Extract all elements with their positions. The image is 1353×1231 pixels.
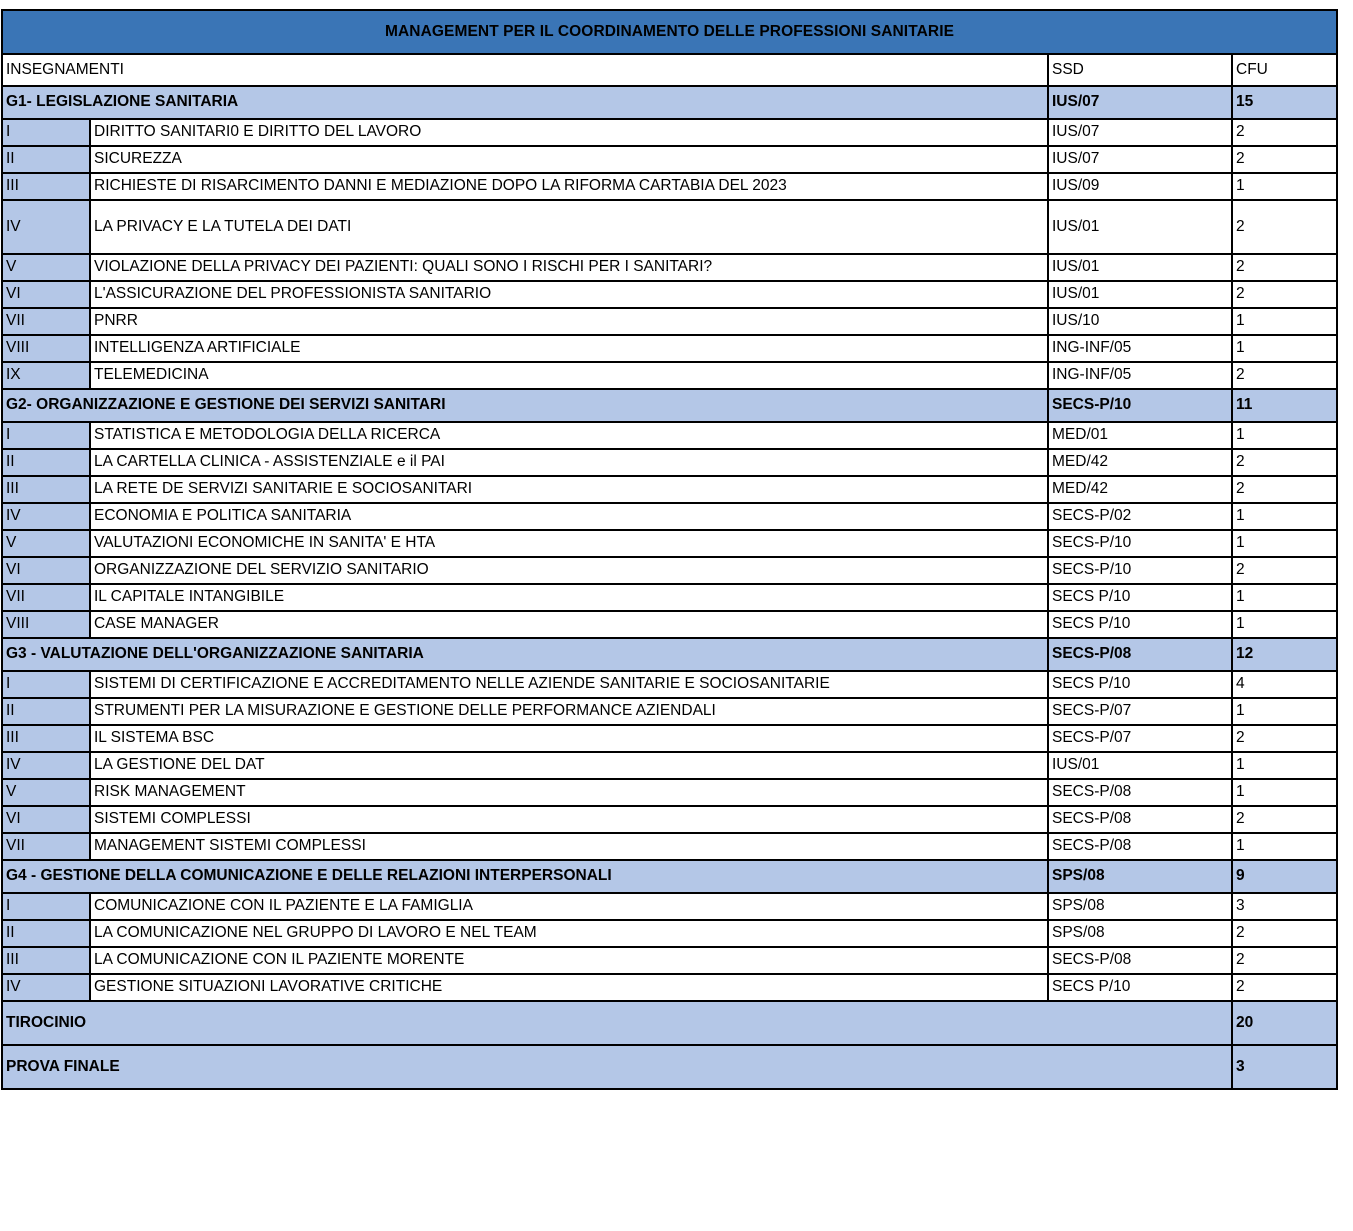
course-number: I xyxy=(2,119,90,146)
course-cfu: 1 xyxy=(1232,503,1337,530)
course-name: SISTEMI DI CERTIFICAZIONE E ACCREDITAMENTO NELLE AZIENDE SANITARIE E SOCIOSANITARIE xyxy=(90,671,1048,698)
course-name: LA PRIVACY E LA TUTELA DEI DATI xyxy=(90,200,1048,254)
course-name: L'ASSICURAZIONE DEL PROFESSIONISTA SANITARIO xyxy=(90,281,1048,308)
course-number: VIII xyxy=(2,335,90,362)
column-header-ssd: SSD xyxy=(1048,54,1232,86)
course-ssd: SECS P/10 xyxy=(1048,611,1232,638)
course-cfu: 2 xyxy=(1232,725,1337,752)
table-row[interactable] xyxy=(2,200,1337,254)
course-ssd: IUS/01 xyxy=(1048,254,1232,281)
course-name: RISK MANAGEMENT xyxy=(90,779,1048,806)
table-row[interactable] xyxy=(2,974,1337,1001)
footer-row[interactable] xyxy=(2,1001,1337,1045)
table-row[interactable] xyxy=(2,557,1337,584)
course-ssd: MED/42 xyxy=(1048,449,1232,476)
group-header-row[interactable] xyxy=(2,860,1337,893)
course-name: GESTIONE SITUAZIONI LAVORATIVE CRITICHE xyxy=(90,974,1048,1001)
course-number: III xyxy=(2,725,90,752)
table-row[interactable] xyxy=(2,476,1337,503)
course-number: VII xyxy=(2,308,90,335)
course-cfu: 1 xyxy=(1232,698,1337,725)
course-number: V xyxy=(2,254,90,281)
table-row[interactable] xyxy=(2,611,1337,638)
course-number: V xyxy=(2,779,90,806)
group-label: G3 - VALUTAZIONE DELL'ORGANIZZAZIONE SANITARIA xyxy=(2,638,1048,671)
column-header-row xyxy=(2,54,1337,86)
course-number: II xyxy=(2,449,90,476)
course-number: IV xyxy=(2,503,90,530)
course-cfu: 2 xyxy=(1232,254,1337,281)
course-name: SISTEMI COMPLESSI xyxy=(90,806,1048,833)
course-ssd: SECS-P/08 xyxy=(1048,833,1232,860)
table-row[interactable] xyxy=(2,893,1337,920)
course-ssd: SPS/08 xyxy=(1048,920,1232,947)
course-cfu: 1 xyxy=(1232,308,1337,335)
table-row[interactable] xyxy=(2,833,1337,860)
table-row[interactable] xyxy=(2,752,1337,779)
group-header-row[interactable] xyxy=(2,86,1337,119)
group-header-row[interactable] xyxy=(2,638,1337,671)
course-name: COMUNICAZIONE CON IL PAZIENTE E LA FAMIGLIA xyxy=(90,893,1048,920)
course-name: MANAGEMENT SISTEMI COMPLESSI xyxy=(90,833,1048,860)
course-ssd: ING-INF/05 xyxy=(1048,335,1232,362)
footer-cfu: 3 xyxy=(1232,1045,1337,1089)
course-name: STRUMENTI PER LA MISURAZIONE E GESTIONE DELLE PERFORMANCE AZIENDALI xyxy=(90,698,1048,725)
course-number: V xyxy=(2,530,90,557)
course-ssd: MED/01 xyxy=(1048,422,1232,449)
course-number: I xyxy=(2,671,90,698)
table-row[interactable] xyxy=(2,281,1337,308)
table-row[interactable] xyxy=(2,698,1337,725)
table-row[interactable] xyxy=(2,806,1337,833)
course-ssd: SECS-P/10 xyxy=(1048,530,1232,557)
course-cfu: 1 xyxy=(1232,173,1337,200)
course-ssd: ING-INF/05 xyxy=(1048,362,1232,389)
course-name: ECONOMIA E POLITICA SANITARIA xyxy=(90,503,1048,530)
course-name: STATISTICA E METODOLOGIA DELLA RICERCA xyxy=(90,422,1048,449)
course-number: VI xyxy=(2,281,90,308)
course-number: III xyxy=(2,476,90,503)
table-row[interactable] xyxy=(2,254,1337,281)
course-number: I xyxy=(2,422,90,449)
course-ssd: SECS-P/07 xyxy=(1048,698,1232,725)
curriculum-table xyxy=(1,9,1338,1090)
course-ssd: IUS/07 xyxy=(1048,119,1232,146)
course-ssd: MED/42 xyxy=(1048,476,1232,503)
course-ssd: SECS-P/07 xyxy=(1048,725,1232,752)
table-row[interactable] xyxy=(2,920,1337,947)
footer-label: TIROCINIO xyxy=(2,1001,1232,1045)
group-header-row[interactable] xyxy=(2,389,1337,422)
course-number: II xyxy=(2,146,90,173)
table-row[interactable] xyxy=(2,947,1337,974)
course-number: I xyxy=(2,893,90,920)
course-ssd: IUS/01 xyxy=(1048,200,1232,254)
course-number: III xyxy=(2,947,90,974)
course-ssd: SECS-P/08 xyxy=(1048,779,1232,806)
column-header-insegnamenti: INSEGNAMENTI xyxy=(2,54,1048,86)
course-cfu: 2 xyxy=(1232,200,1337,254)
table-title-row xyxy=(2,10,1337,54)
footer-cfu: 20 xyxy=(1232,1001,1337,1045)
course-cfu: 2 xyxy=(1232,557,1337,584)
course-cfu: 1 xyxy=(1232,833,1337,860)
course-name: TELEMEDICINA xyxy=(90,362,1048,389)
table-row[interactable] xyxy=(2,173,1337,200)
course-name: INTELLIGENZA ARTIFICIALE xyxy=(90,335,1048,362)
course-cfu: 2 xyxy=(1232,119,1337,146)
table-row[interactable] xyxy=(2,362,1337,389)
course-cfu: 2 xyxy=(1232,806,1337,833)
course-cfu: 1 xyxy=(1232,422,1337,449)
course-ssd: SECS P/10 xyxy=(1048,974,1232,1001)
course-cfu: 1 xyxy=(1232,752,1337,779)
course-ssd: IUS/01 xyxy=(1048,752,1232,779)
course-cfu: 2 xyxy=(1232,449,1337,476)
table-row[interactable] xyxy=(2,119,1337,146)
group-cfu: 9 xyxy=(1232,860,1337,893)
group-ssd: SECS-P/08 xyxy=(1048,638,1232,671)
group-ssd: SPS/08 xyxy=(1048,860,1232,893)
course-ssd: SECS-P/08 xyxy=(1048,806,1232,833)
group-cfu: 12 xyxy=(1232,638,1337,671)
course-number: IV xyxy=(2,200,90,254)
page-title: MANAGEMENT PER IL COORDINAMENTO DELLE PROFESSIONI SANITARIE xyxy=(2,10,1337,54)
course-ssd: IUS/07 xyxy=(1048,146,1232,173)
course-cfu: 3 xyxy=(1232,893,1337,920)
course-number: VII xyxy=(2,833,90,860)
course-cfu: 2 xyxy=(1232,281,1337,308)
table-row[interactable] xyxy=(2,308,1337,335)
course-number: IV xyxy=(2,974,90,1001)
course-cfu: 2 xyxy=(1232,476,1337,503)
group-ssd: IUS/07 xyxy=(1048,86,1232,119)
course-number: VIII xyxy=(2,611,90,638)
course-ssd: IUS/10 xyxy=(1048,308,1232,335)
course-name: LA RETE DE SERVIZI SANITARIE E SOCIOSANITARI xyxy=(90,476,1048,503)
group-label: G2- ORGANIZZAZIONE E GESTIONE DEI SERVIZI SANITARI xyxy=(2,389,1048,422)
course-number: VII xyxy=(2,584,90,611)
table-row[interactable] xyxy=(2,671,1337,698)
course-ssd: SECS-P/02 xyxy=(1048,503,1232,530)
course-name: LA CARTELLA CLINICA - ASSISTENZIALE e il PAI xyxy=(90,449,1048,476)
group-label: G4 - GESTIONE DELLA COMUNICAZIONE E DELLE RELAZIONI INTERPERSONALI xyxy=(2,860,1048,893)
table-body xyxy=(2,10,1337,1089)
course-number: II xyxy=(2,698,90,725)
course-cfu: 1 xyxy=(1232,584,1337,611)
course-cfu: 2 xyxy=(1232,947,1337,974)
course-number: VI xyxy=(2,557,90,584)
course-name: VALUTAZIONI ECONOMICHE IN SANITA' E HTA xyxy=(90,530,1048,557)
table-row[interactable] xyxy=(2,146,1337,173)
course-ssd: IUS/09 xyxy=(1048,173,1232,200)
course-number: VI xyxy=(2,806,90,833)
course-name: CASE MANAGER xyxy=(90,611,1048,638)
course-name: LA GESTIONE DEL DAT xyxy=(90,752,1048,779)
course-name: IL SISTEMA BSC xyxy=(90,725,1048,752)
course-number: III xyxy=(2,173,90,200)
course-cfu: 1 xyxy=(1232,530,1337,557)
course-number: IV xyxy=(2,752,90,779)
group-cfu: 11 xyxy=(1232,389,1337,422)
course-ssd: SPS/08 xyxy=(1048,893,1232,920)
footer-row[interactable] xyxy=(2,1045,1337,1089)
course-cfu: 1 xyxy=(1232,335,1337,362)
course-number: IX xyxy=(2,362,90,389)
course-name: ORGANIZZAZIONE DEL SERVIZIO SANITARIO xyxy=(90,557,1048,584)
table-row[interactable] xyxy=(2,335,1337,362)
table-row[interactable] xyxy=(2,584,1337,611)
table-row[interactable] xyxy=(2,725,1337,752)
course-cfu: 2 xyxy=(1232,146,1337,173)
course-number: II xyxy=(2,920,90,947)
group-label: G1- LEGISLAZIONE SANITARIA xyxy=(2,86,1048,119)
table-row[interactable] xyxy=(2,449,1337,476)
course-ssd: SECS-P/08 xyxy=(1048,947,1232,974)
course-cfu: 4 xyxy=(1232,671,1337,698)
course-name: VIOLAZIONE DELLA PRIVACY DEI PAZIENTI: QUALI SONO I RISCHI PER I SANITARI? xyxy=(90,254,1048,281)
table-row[interactable] xyxy=(2,779,1337,806)
course-ssd: SECS P/10 xyxy=(1048,671,1232,698)
course-name: PNRR xyxy=(90,308,1048,335)
course-ssd: SECS-P/10 xyxy=(1048,557,1232,584)
course-cfu: 1 xyxy=(1232,779,1337,806)
footer-label: PROVA FINALE xyxy=(2,1045,1232,1089)
group-cfu: 15 xyxy=(1232,86,1337,119)
course-cfu: 2 xyxy=(1232,920,1337,947)
course-name: LA COMUNICAZIONE CON IL PAZIENTE MORENTE xyxy=(90,947,1048,974)
group-ssd: SECS-P/10 xyxy=(1048,389,1232,422)
course-name: LA COMUNICAZIONE NEL GRUPPO DI LAVORO E NEL TEAM xyxy=(90,920,1048,947)
course-name: DIRITTO SANITARI0 E DIRITTO DEL LAVORO xyxy=(90,119,1048,146)
table-row[interactable] xyxy=(2,503,1337,530)
column-header-cfu: CFU xyxy=(1232,54,1337,86)
course-cfu: 2 xyxy=(1232,974,1337,1001)
course-cfu: 1 xyxy=(1232,611,1337,638)
course-name: IL CAPITALE INTANGIBILE xyxy=(90,584,1048,611)
course-ssd: IUS/01 xyxy=(1048,281,1232,308)
table-row[interactable] xyxy=(2,422,1337,449)
course-name: RICHIESTE DI RISARCIMENTO DANNI E MEDIAZIONE DOPO LA RIFORMA CARTABIA DEL 2023 xyxy=(90,173,1048,200)
table-row[interactable] xyxy=(2,530,1337,557)
course-ssd: SECS P/10 xyxy=(1048,584,1232,611)
course-cfu: 2 xyxy=(1232,362,1337,389)
course-name: SICUREZZA xyxy=(90,146,1048,173)
